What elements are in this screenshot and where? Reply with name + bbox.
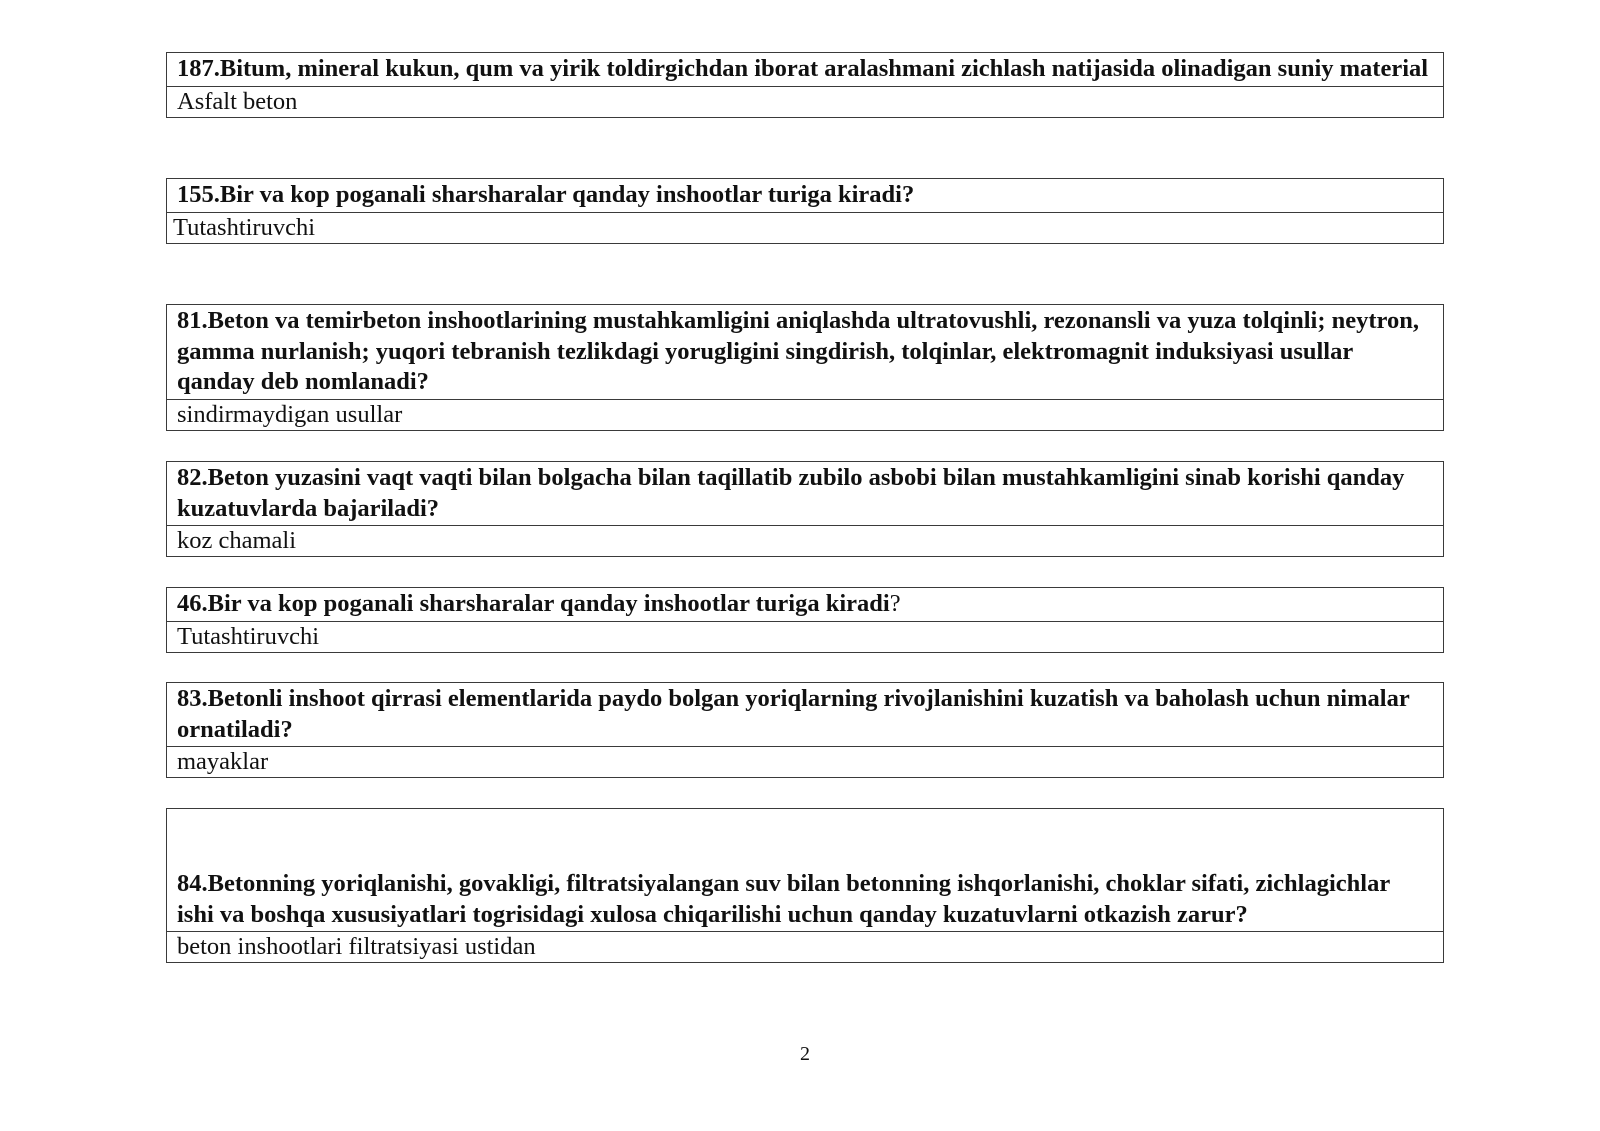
answer-text: Tutashtiruvchi: [177, 622, 320, 650]
qa-block-155: [166, 178, 1444, 244]
answer-text: Tutashtiruvchi: [173, 213, 316, 241]
page-number: 2: [800, 1043, 810, 1065]
question-text: 82.Beton yuzasini vaqt vaqti bilan bolgacha bilan taqillatib zubilo asbobi bilan mustahkamligini sinab korishi qanday kuzatuvlarda bajariladi?: [167, 462, 1443, 526]
answer-text: Asfalt beton: [177, 87, 298, 115]
qa-block-82: [166, 461, 1444, 557]
question-text: 187.Bitum, mineral kukun, qum va yirik toldirgichdan iborat aralashmani zichlash natijasida olinadigan suniy material: [167, 53, 1443, 87]
question-text: 81.Beton va temirbeton inshootlarining mustahkamligini aniqlashda ultratovushli, rezonansli va yuza tolqinli; neytron, gamma nurlanish; yuqori tebranish tezlikdagi yorugligini singdirish, tolqinlar, elektromagnit induksiyasi usullar qanday deb nomlanadi?: [167, 305, 1443, 400]
question-main: 46.Bir va kop poganali sharsharalar qanday inshootlar turiga kiradi: [177, 590, 890, 617]
question-text: 155.Bir va kop poganali sharsharalar qanday inshootlar turiga kiradi?: [167, 179, 1443, 213]
qa-block-84: [166, 808, 1444, 963]
qa-block-46: [166, 587, 1444, 653]
qa-block-187: [166, 52, 1444, 118]
qa-block-81: [166, 304, 1444, 431]
answer-text: beton inshootlari filtratsiyasi ustidan: [177, 933, 536, 960]
question-text: 84.Betonning yoriqlanishi, govakligi, filtratsiyalangan suv bilan betonning ishqorlanishi, choklar sifati, zichlagichlar ishi va boshqa xususiyatlari togrisidagi xulosa chiqarilishi uchun qanday kuzatuvlarni otkazish zarur?: [167, 809, 1443, 932]
question-mark: ?: [889, 590, 901, 617]
answer-text: sindirmaydigan usullar: [177, 400, 403, 428]
qa-block-83: [166, 682, 1444, 778]
answer-text: koz chamali: [177, 527, 297, 554]
answer-text: mayaklar: [177, 748, 269, 775]
question-text: [167, 588, 1443, 622]
question-text: 83.Betonli inshoot qirrasi elementlarida paydo bolgan yoriqlarning rivojlanishini kuzatish va baholash uchun nimalar ornatiladi?: [167, 683, 1443, 747]
